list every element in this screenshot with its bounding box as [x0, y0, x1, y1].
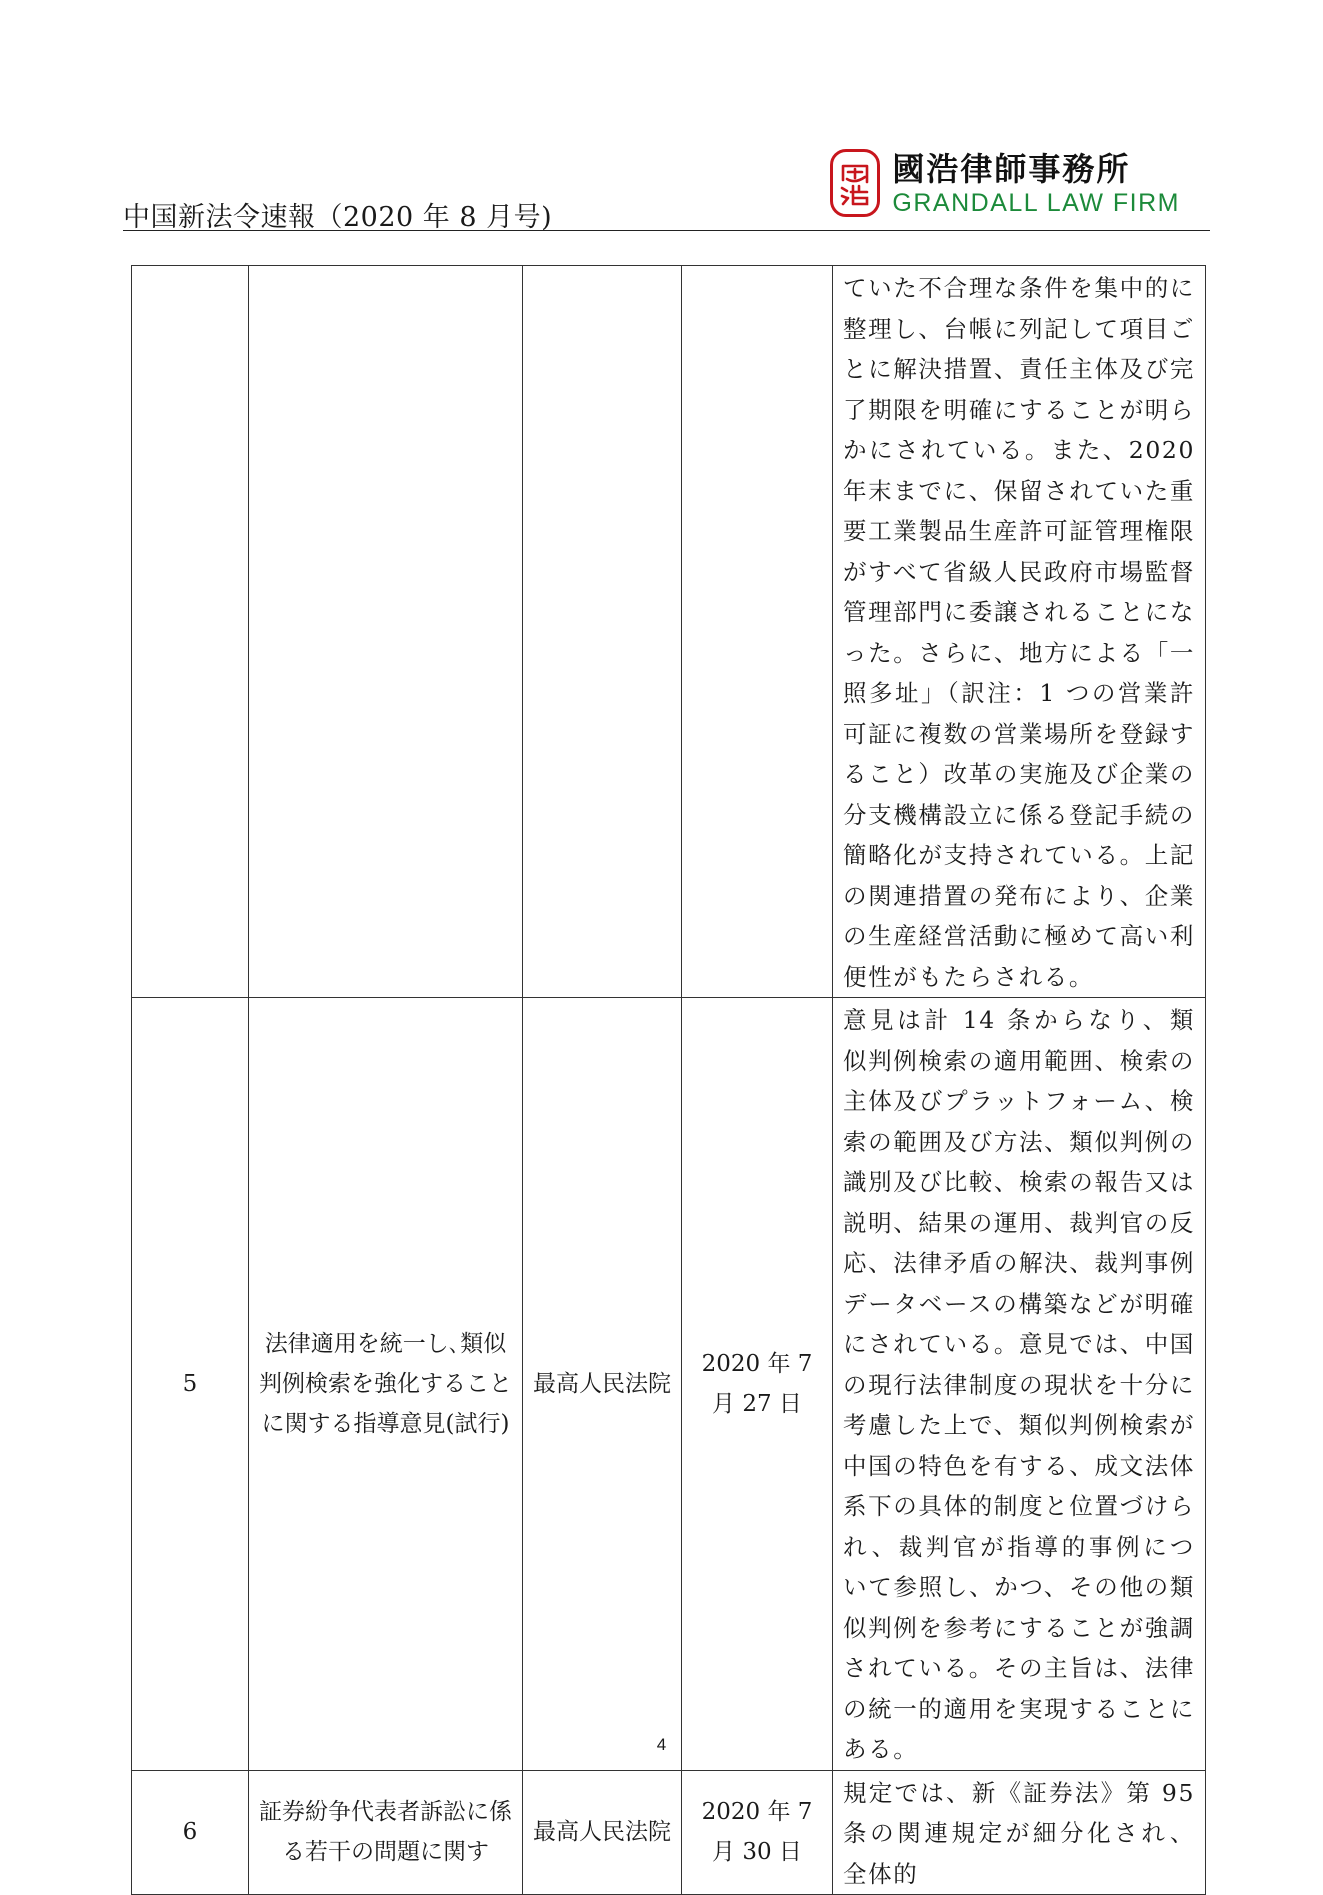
row-number-cell [132, 998, 249, 1771]
firm-logo [830, 145, 1180, 220]
summary-cell [833, 266, 1206, 998]
issuer-cell [523, 1770, 682, 1895]
summary-text: ていた不合理な条件を集中的に整理し、台帳に列記して項目ごとに解決措置、責任主体及び完了期限を明確にすることが明らかにされている。また、2020 年末までに、保留されていた重要工業製品生産許可証管理権限がすべて省級人民政府市場監督管理部門に委譲されることになった。さらに、地方による「一照多址」（訳注：1 つの営業許可証に複数の営業場所を登録すること）改革の実施及び企業の分支機構設立に係る登記手続の簡略化が支持されている。上記の関連措置の発布により、企業の生産経営活動に極めて高い利便性がもたらされる。 [843, 274, 1195, 991]
issuer: 最高人民法院 [533, 1370, 671, 1397]
summary-cell [833, 998, 1206, 1771]
seal-glyph-icon [839, 160, 871, 206]
table-row [132, 1770, 1206, 1895]
table-row [132, 998, 1206, 1771]
row-number-cell [132, 266, 249, 998]
table-row [132, 266, 1206, 998]
seal-logo-icon [830, 149, 880, 217]
row-number: 6 [182, 1819, 198, 1846]
law-name-cell [249, 1770, 523, 1895]
row-number-cell [132, 1770, 249, 1895]
law-name: 法律適用を統一し､類似判例検索を強化することに関する指導意見(試行) [259, 1330, 512, 1437]
law-name: 証券紛争代表者訴訟に係る若干の問題に関す [259, 1799, 512, 1866]
summary-text: 規定では、新《証券法》第 95 条の関連規定が細分化され、全体的 [843, 1778, 1195, 1888]
summary-text: 意見は計 14 条からなり、類似判例検索の適用範囲、検索の主体及びプラットフォーム、検索の範囲及び方法、類似判例の識別及び比較、検索の報告又は説明、結果の運用、裁判官の反応、法律矛盾の解決、裁判事例データベースの構築などが明確にされている。意見では、中国の現行法律制度の現状を十分に考慮した上で、類似判例検索が中国の特色を有する、成文法体系下の具体的制度と位置づけられ、裁判官が指導的事例について参照し、かつ、その他の類似判例を参考にすることが強調されている。その主旨は、法律の統一的適用を実現することにある。 [843, 1006, 1195, 1763]
law-summary-table [131, 265, 1206, 1895]
law-name-cell [249, 998, 523, 1771]
header-divider [123, 230, 1210, 231]
issuer-cell [523, 998, 682, 1771]
date-cell [682, 1770, 833, 1895]
firm-name-chinese: 國浩律師事務所 [892, 149, 1131, 188]
date-cell [682, 998, 833, 1771]
page-number: 4 [656, 1735, 667, 1754]
document-title: 中国新法令速報（2020 年 8 月号) [123, 202, 553, 233]
issuer-cell [523, 266, 682, 998]
summary-cell [833, 1770, 1206, 1895]
firm-name-english: GRANDALL LAW FIRM [892, 188, 1180, 217]
page-header [123, 140, 1210, 233]
issuer: 最高人民法院 [533, 1819, 671, 1846]
issue-date: 2020 年 7 月 27 日 [701, 1350, 813, 1417]
row-number: 5 [182, 1370, 198, 1397]
date-cell [682, 266, 833, 998]
law-name-cell [249, 266, 523, 998]
issue-date: 2020 年 7 月 30 日 [701, 1799, 813, 1866]
